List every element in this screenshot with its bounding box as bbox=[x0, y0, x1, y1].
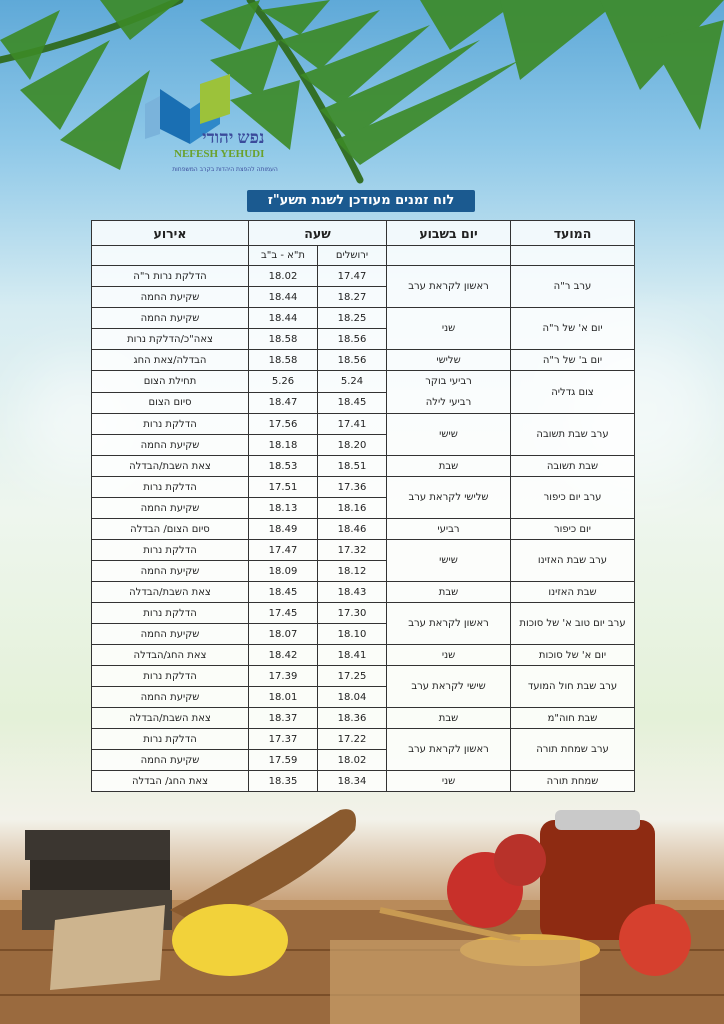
event-cell: יום א' של ר"ה bbox=[511, 308, 635, 350]
day-label: ראשון לקראת ערב bbox=[408, 618, 489, 629]
day-cell bbox=[387, 729, 511, 771]
time-jerusalem: 17.47 bbox=[318, 266, 387, 287]
time-jerusalem: 18.56 bbox=[318, 350, 387, 371]
time-tlv: 18.58 bbox=[249, 329, 318, 350]
time-tlv: 18.42 bbox=[249, 645, 318, 666]
event-cell: ערב שבת חול המועד bbox=[511, 666, 635, 708]
day-cell bbox=[387, 666, 511, 708]
table-row bbox=[92, 729, 635, 750]
time-tlv: 17.47 bbox=[249, 540, 318, 561]
holiday-still-life bbox=[0, 800, 724, 1024]
activity-cell: הדלקת נרות ר"ה bbox=[92, 266, 249, 287]
table-row bbox=[92, 666, 635, 687]
day-cell bbox=[387, 582, 511, 603]
time-tlv: 18.44 bbox=[249, 287, 318, 308]
event-cell: שמחת תורה bbox=[511, 771, 635, 792]
activity-cell: שקיעת החמה bbox=[92, 687, 249, 708]
activity-cell: שקיעת החמה bbox=[92, 435, 249, 456]
time-jerusalem: 17.32 bbox=[318, 540, 387, 561]
activity-cell: צאת השבת/הבדלה bbox=[92, 582, 249, 603]
activity-cell: צאת השבת/הבדלה bbox=[92, 456, 249, 477]
activity-cell: הדלקת נרות bbox=[92, 414, 249, 435]
time-jerusalem: 18.27 bbox=[318, 287, 387, 308]
day-label: שבת bbox=[438, 586, 459, 598]
time-jerusalem: 18.41 bbox=[318, 645, 387, 666]
time-jerusalem: 18.51 bbox=[318, 456, 387, 477]
time-jerusalem: 18.34 bbox=[318, 771, 387, 792]
time-tlv: 18.44 bbox=[249, 308, 318, 329]
activity-cell: סיום הצום/ הבדלה bbox=[92, 519, 249, 540]
activity-cell: הדלקת נרות bbox=[92, 477, 249, 498]
activity-cell: הדלקת נרות bbox=[92, 603, 249, 624]
time-tlv: 18.35 bbox=[249, 771, 318, 792]
day-label: ראשון לקראת ערב bbox=[408, 744, 489, 755]
apple-slice bbox=[619, 904, 691, 976]
etrog bbox=[172, 904, 288, 976]
day-cell bbox=[387, 414, 511, 456]
time-jerusalem: 18.12 bbox=[318, 561, 387, 582]
table-row bbox=[92, 371, 635, 393]
event-cell: ערב שבת תשובה bbox=[511, 414, 635, 456]
event-cell: ערב יום טוב א' של סוכות bbox=[511, 603, 635, 645]
subheader-empty bbox=[387, 246, 511, 266]
activity-cell: תחילת הצום bbox=[92, 371, 249, 393]
event-cell: ערב שבת האזינו bbox=[511, 540, 635, 582]
day-label: שישי bbox=[439, 429, 458, 440]
table-row bbox=[92, 771, 635, 792]
subheader-jerusalem: ירושלים bbox=[318, 246, 387, 266]
logo-text bbox=[174, 130, 264, 162]
activity-cell: הבדלה/צאת החג bbox=[92, 350, 249, 371]
time-jerusalem: 18.43 bbox=[318, 582, 387, 603]
table-row bbox=[92, 603, 635, 624]
time-tlv: 17.59 bbox=[249, 750, 318, 771]
table-row bbox=[92, 308, 635, 329]
logo-latin-name: NEFESH YEHUDI bbox=[174, 148, 265, 160]
day-label: שלישי לקראת ערב bbox=[408, 492, 489, 503]
subheader-empty bbox=[92, 246, 249, 266]
activity-cell: צאת השבת/הבדלה bbox=[92, 708, 249, 729]
time-jerusalem: 18.04 bbox=[318, 687, 387, 708]
subheader-empty bbox=[511, 246, 635, 266]
time-tlv: 18.07 bbox=[249, 624, 318, 645]
time-jerusalem: 18.02 bbox=[318, 750, 387, 771]
page-title: לוח זמנים מעודכן לשנת תשע"ז bbox=[247, 190, 475, 212]
day-label: שני bbox=[441, 649, 456, 661]
activity-cell: שקיעת החמה bbox=[92, 750, 249, 771]
time-tlv: 18.37 bbox=[249, 708, 318, 729]
time-jerusalem: 18.16 bbox=[318, 498, 387, 519]
day-cell bbox=[387, 350, 511, 371]
event-cell: ערב ר"ה bbox=[511, 266, 635, 308]
day-label: שני bbox=[441, 775, 456, 787]
time-jerusalem: 18.45 bbox=[318, 392, 387, 414]
event-cell: צום גדליה bbox=[511, 371, 635, 414]
time-jerusalem: 18.10 bbox=[318, 624, 387, 645]
table-row bbox=[92, 414, 635, 435]
time-jerusalem: 18.56 bbox=[318, 329, 387, 350]
table-row bbox=[92, 519, 635, 540]
time-jerusalem: 18.25 bbox=[318, 308, 387, 329]
time-tlv: 17.51 bbox=[249, 477, 318, 498]
day-cell bbox=[387, 540, 511, 582]
logo-tagline: העמותה להפצת היהדות בקרב המשפחות bbox=[172, 166, 278, 173]
time-tlv: 18.02 bbox=[249, 266, 318, 287]
time-jerusalem: 5.24 bbox=[318, 371, 387, 393]
day-label: שישי bbox=[439, 555, 458, 566]
day-label: רביעי bbox=[437, 523, 460, 535]
activity-cell: הדלקת נרות bbox=[92, 666, 249, 687]
day-label: רביעי לילה bbox=[425, 397, 472, 408]
day-cell bbox=[387, 708, 511, 729]
header-event: המועד bbox=[511, 221, 635, 246]
time-tlv: 18.01 bbox=[249, 687, 318, 708]
day-cell bbox=[387, 645, 511, 666]
schedule-table bbox=[91, 220, 635, 792]
time-jerusalem: 18.20 bbox=[318, 435, 387, 456]
activity-cell: שקיעת החמה bbox=[92, 624, 249, 645]
table-row bbox=[92, 708, 635, 729]
day-label: ראשון לקראת ערב bbox=[408, 281, 489, 292]
table-row bbox=[92, 350, 635, 371]
event-cell: יום כיפור bbox=[511, 519, 635, 540]
header-time: שעה bbox=[249, 221, 387, 246]
time-jerusalem: 17.36 bbox=[318, 477, 387, 498]
day-label: שלישי bbox=[436, 354, 461, 366]
day-cell bbox=[387, 519, 511, 540]
day-label: שישי לקראת ערב bbox=[411, 681, 486, 692]
day-cell bbox=[387, 266, 511, 308]
day-label: שבת bbox=[438, 712, 459, 724]
event-cell: שבת חוה"מ bbox=[511, 708, 635, 729]
table-row bbox=[92, 645, 635, 666]
table-row bbox=[92, 477, 635, 498]
event-cell: שבת תשובה bbox=[511, 456, 635, 477]
schedule-body bbox=[92, 266, 635, 792]
time-tlv: 18.09 bbox=[249, 561, 318, 582]
palm-leaves-decoration bbox=[0, 0, 724, 190]
time-tlv: 5.26 bbox=[249, 371, 318, 393]
subheader-tlv: ת"א - ב"ב bbox=[249, 246, 318, 266]
event-cell: שבת האזינו bbox=[511, 582, 635, 603]
event-cell: יום א' של סוכות bbox=[511, 645, 635, 666]
time-tlv: 18.13 bbox=[249, 498, 318, 519]
time-tlv: 18.49 bbox=[249, 519, 318, 540]
time-tlv: 17.37 bbox=[249, 729, 318, 750]
time-tlv: 17.56 bbox=[249, 414, 318, 435]
activity-cell: שקיעת החמה bbox=[92, 308, 249, 329]
day-label: רביעי בוקר bbox=[425, 376, 472, 387]
time-tlv: 18.45 bbox=[249, 582, 318, 603]
header-day: יום בשבוע bbox=[387, 221, 511, 246]
time-jerusalem: 18.36 bbox=[318, 708, 387, 729]
event-cell: ערב שמחת תורה bbox=[511, 729, 635, 771]
table-row bbox=[92, 456, 635, 477]
logo-hebrew-name: נפש יהודי bbox=[202, 128, 265, 147]
day-cell bbox=[387, 771, 511, 792]
table-row bbox=[92, 266, 635, 287]
activity-cell: צאת החג/הבדלה bbox=[92, 645, 249, 666]
event-cell: יום ב' של ר"ה bbox=[511, 350, 635, 371]
time-tlv: 18.47 bbox=[249, 392, 318, 414]
activity-cell: שקיעת החמה bbox=[92, 287, 249, 308]
time-tlv: 18.18 bbox=[249, 435, 318, 456]
day-label: שבת bbox=[438, 460, 459, 472]
time-tlv: 17.45 bbox=[249, 603, 318, 624]
day-cell bbox=[387, 456, 511, 477]
time-jerusalem: 17.25 bbox=[318, 666, 387, 687]
event-cell: ערב יום כיפור bbox=[511, 477, 635, 519]
day-cell bbox=[387, 308, 511, 350]
activity-cell: צאת החג/ הבדלה bbox=[92, 771, 249, 792]
time-jerusalem: 17.30 bbox=[318, 603, 387, 624]
time-jerusalem: 18.46 bbox=[318, 519, 387, 540]
day-cell bbox=[387, 371, 511, 414]
time-tlv: 17.39 bbox=[249, 666, 318, 687]
activity-cell: שקיעת החמה bbox=[92, 561, 249, 582]
day-cell bbox=[387, 603, 511, 645]
time-tlv: 18.58 bbox=[249, 350, 318, 371]
day-label: שני bbox=[441, 323, 456, 334]
time-jerusalem: 17.41 bbox=[318, 414, 387, 435]
activity-cell: סיום הצום bbox=[92, 392, 249, 414]
table-row bbox=[92, 540, 635, 561]
header-activity: אירוע bbox=[92, 221, 249, 246]
time-jerusalem: 17.22 bbox=[318, 729, 387, 750]
activity-cell: צאה"כ/הדלקת נרות bbox=[92, 329, 249, 350]
table-row bbox=[92, 582, 635, 603]
activity-cell: הדלקת נרות bbox=[92, 540, 249, 561]
activity-cell: שקיעת החמה bbox=[92, 498, 249, 519]
day-cell bbox=[387, 477, 511, 519]
time-tlv: 18.53 bbox=[249, 456, 318, 477]
activity-cell: הדלקת נרות bbox=[92, 729, 249, 750]
